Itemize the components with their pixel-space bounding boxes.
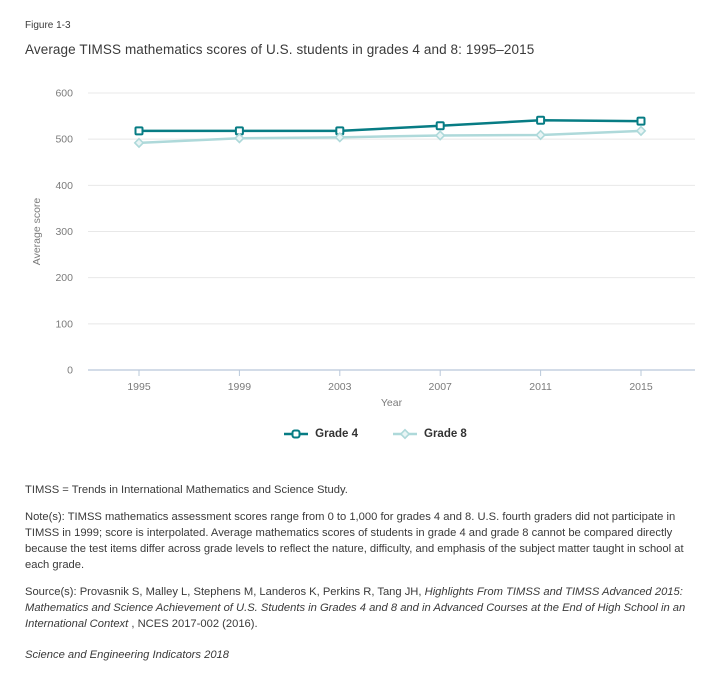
legend-item-grade-4[interactable] [283,428,358,440]
x-tick-label: 2011 [529,381,552,393]
chart-title: Average TIMSS mathematics scores of U.S. students in grades 4 and 8: 1995–2015 [25,42,535,57]
source-end: , NCES 2017-002 (2016). [128,618,258,630]
legend-label-grade-4: Grade 4 [315,428,358,440]
legend-marker-grade-4 [283,428,309,440]
y-tick-label: 0 [67,364,73,377]
y-axis-title: Average score [31,197,43,266]
y-tick-label: 100 [55,318,73,331]
data-point-grade-8 [637,127,645,135]
data-point-grade-8 [135,139,143,147]
series-line-grade-4 [139,120,641,131]
legend-marker-grade-8 [392,428,418,440]
source-intro: Source(s): Provasnik S, Malley L, Stephens M, Landeros K, Perkins R, Tang JH, [25,586,425,598]
y-tick-label: 600 [55,87,73,100]
data-point-grade-4 [136,127,143,134]
data-point-grade-8 [436,131,444,139]
y-tick-label: 200 [55,272,73,285]
x-tick-label: 2015 [629,381,653,393]
legend-label-grade-8: Grade 8 [424,428,467,440]
x-tick-label: 2007 [428,381,452,393]
footnotes-block [25,482,699,663]
x-tick-label: 2003 [328,381,352,393]
series-line-grade-8 [139,131,641,143]
source-title-italic: Highlights From TIMSS and TIMSS Advanced 2015: Mathematics and Science Achievement of U.S. Students in Grades 4 and 8 and in Advanced Courses at the End of High School in an International Context [25,586,686,630]
data-point-grade-8 [536,131,544,139]
data-point-grade-4 [638,118,645,125]
y-tick-label: 500 [55,133,73,146]
publication-footer: Science and Engineering Indicators 2018 [25,649,230,661]
abbreviation-note: TIMSS = Trends in International Mathematics and Science Study. [25,484,348,496]
x-tick-label: 1999 [227,381,252,393]
figure-label: Figure 1-3 [25,20,71,31]
x-axis-title: Year [380,397,403,409]
x-tick-label: 1995 [127,381,151,393]
y-tick-label: 400 [55,179,73,192]
data-point-grade-4 [537,117,544,124]
source-paragraph [25,584,699,632]
chart-area [25,84,699,442]
legend-item-grade-8[interactable] [392,428,467,440]
chart-legend [25,426,724,442]
line-chart [25,84,724,414]
y-tick-label: 300 [55,226,73,238]
data-point-grade-4 [437,122,444,129]
notes-paragraph: Note(s): TIMSS mathematics assessment scores range from 0 to 1,000 for grades 4 and 8. U.S. fourth graders did not participate in TIMSS in 1999; score is interpolated. Average mathematics scores of students in grade 4 and grade 8 cannot be compared directly because the test items differ across grade levels to reflect the nature, difficulty, and emphasis of the subject matter taught in school at each grade. [25,511,684,571]
